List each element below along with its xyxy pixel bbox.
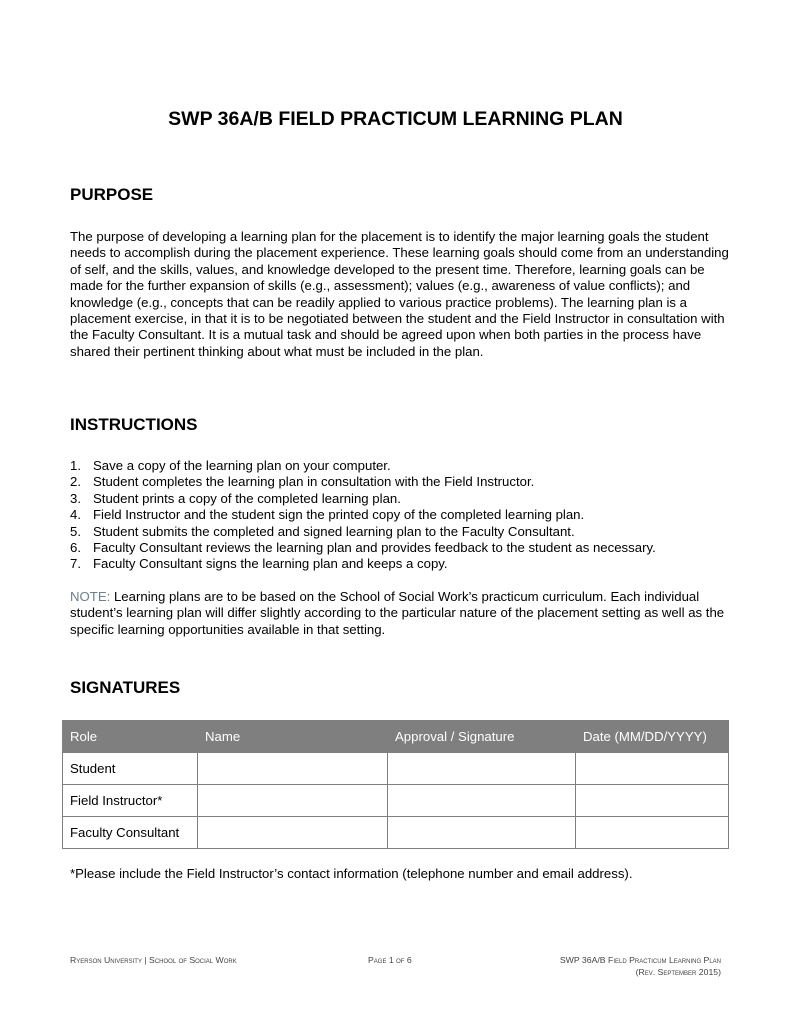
table-row (63, 817, 729, 849)
signature-cell[interactable] (388, 785, 576, 817)
step-number: 5. (70, 523, 81, 539)
footer-right (560, 954, 721, 978)
instruction-step (70, 474, 730, 490)
column-header-name: Name (198, 721, 388, 753)
footer-page-number: Page 1 of 6 (368, 955, 412, 965)
signature-cell[interactable] (388, 753, 576, 785)
step-number: 6. (70, 540, 81, 556)
document-title: SWP 36A/B FIELD PRACTICUM LEARNING PLAN (168, 108, 623, 130)
note-text: Learning plans are to be based on the School of Social Work’s practicum curriculum. Each individual student’s learning plan will differ slightly according to the particular nature of the placement setting as well as the specific learning opportunities available in that setting. (70, 589, 725, 637)
instruction-step (70, 491, 730, 507)
step-text: Save a copy of the learning plan on your computer. (93, 458, 391, 473)
role-cell: Faculty Consultant (63, 817, 198, 849)
date-cell[interactable] (576, 753, 729, 785)
footer-revision: (Rev. September 2015) (635, 967, 721, 977)
instruction-step (70, 524, 730, 540)
step-number: 7. (70, 556, 81, 572)
signatures-table (62, 720, 729, 849)
date-cell[interactable] (576, 817, 729, 849)
role-cell: Field Instructor* (63, 785, 198, 817)
step-text: Faculty Consultant signs the learning plan and keeps a copy. (93, 556, 448, 572)
step-text: Faculty Consultant reviews the learning plan and provides feedback to the student as necessary. (93, 540, 656, 556)
step-number: 3. (70, 490, 81, 506)
note-label: NOTE: (70, 589, 111, 604)
instruction-step (70, 458, 730, 474)
purpose-heading: PURPOSE (70, 185, 154, 204)
table-row (63, 753, 729, 785)
step-text: Student prints a copy of the completed learning plan. (93, 490, 401, 506)
footer-doc-title: SWP 36A/B Field Practicum Learning Plan (559, 955, 721, 965)
footer-left: Ryerson University | School of Social Work (70, 955, 237, 965)
step-number: 1. (70, 458, 81, 473)
signatures-heading: SIGNATURES (70, 678, 181, 697)
step-number: 2. (70, 474, 81, 490)
note-paragraph (70, 589, 730, 638)
instruction-step (70, 507, 730, 523)
name-cell[interactable] (198, 753, 388, 785)
instructions-heading: INSTRUCTIONS (70, 415, 198, 434)
step-text: Field Instructor and the student sign the printed copy of the completed learning plan. (93, 507, 585, 523)
purpose-body: The purpose of developing a learning plan for the placement is to identify the major learning goals the student needs to accomplish during the placement experience. These learning goals should come from an understanding of self, and the skills, values, and knowledge developed to the present time. Therefore, learning goals can be made for the further expansion of skills (e.g., assessment); values (e.g., awareness of value conflicts); and knowledge (e.g., concepts that can be readily applied to various practice problems). The learning plan is a placement exercise, in that it is to be negotiated between the student and the Field Instructor in consultation with the Faculty Consultant. It is a mutual task and should be agreed upon when both parties in the process have shared their pertinent thinking about what must be included in the plan. (70, 229, 729, 359)
name-cell[interactable] (198, 785, 388, 817)
signatures-footnote: *Please include the Field Instructor’s contact information (telephone number and email address). (70, 866, 633, 881)
role-cell: Student (63, 753, 198, 785)
date-cell[interactable] (576, 785, 729, 817)
column-header-signature: Approval / Signature (388, 721, 576, 753)
name-cell[interactable] (198, 817, 388, 849)
table-header-row (63, 721, 729, 753)
step-text: Student submits the completed and signed learning plan to the Faculty Consultant. (93, 523, 575, 539)
table-row (63, 785, 729, 817)
column-header-date: Date (MM/DD/YYYY) (576, 721, 729, 753)
column-header-role: Role (63, 721, 198, 753)
instructions-list (70, 458, 730, 573)
step-number: 4. (70, 507, 81, 523)
instruction-step (70, 556, 730, 572)
step-text: Student completes the learning plan in consultation with the Field Instructor. (93, 474, 535, 490)
signature-cell[interactable] (388, 817, 576, 849)
instruction-step (70, 540, 730, 556)
